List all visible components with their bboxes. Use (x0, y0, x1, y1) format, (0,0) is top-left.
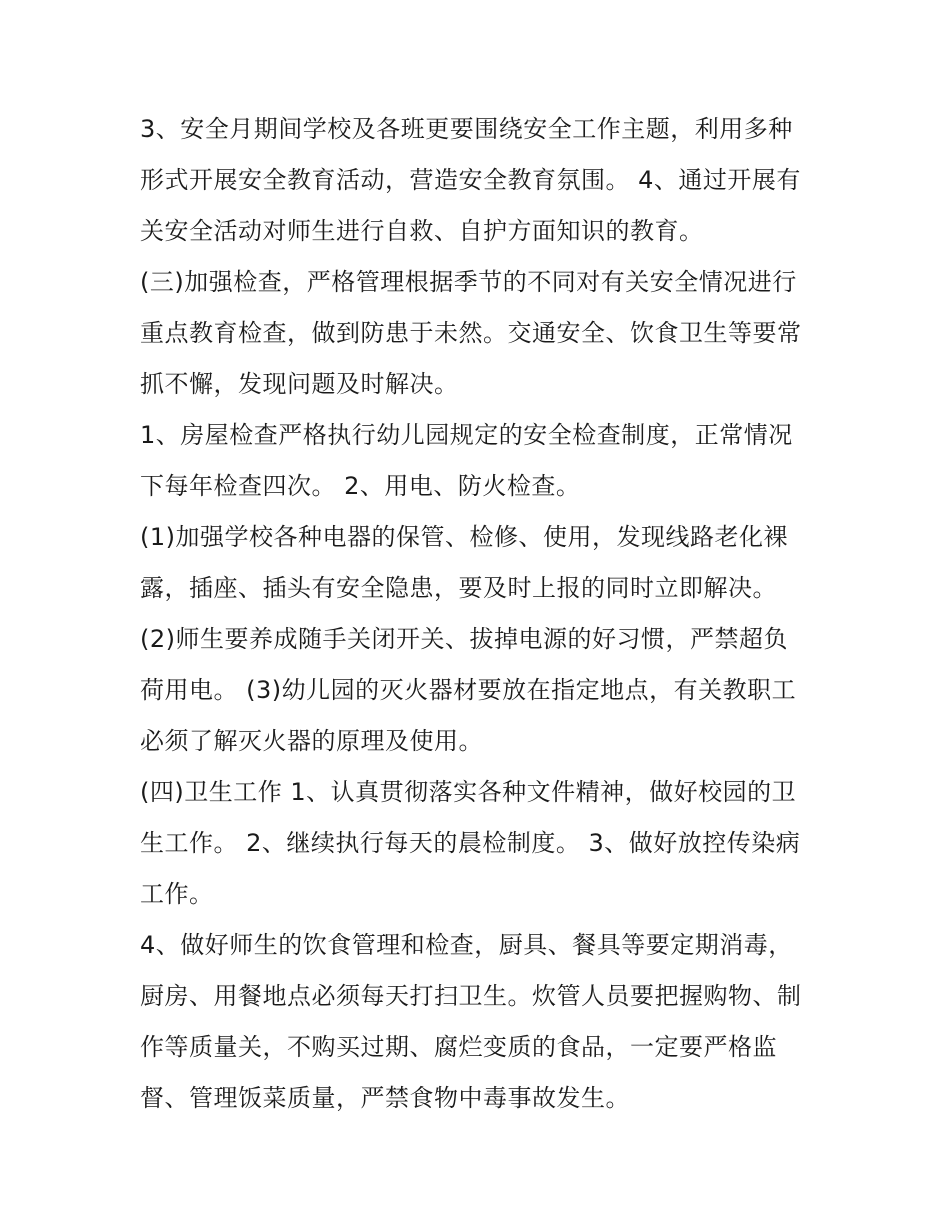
text-line: 4、做好师生的饮食管理和检查，厨具、餐具等要定期消毒， (140, 931, 793, 959)
text-line: 1、房屋检查严格执行幼儿园规定的安全检查制度，正常情况 (140, 421, 793, 449)
text-line: (三)加强检查，严格管理根据季节的不同对有关安全情况进行 (140, 268, 797, 296)
text-line: (2)师生要养成随手关闭开关、拔掉电源的好习惯，严禁超负 (140, 625, 788, 653)
paragraph-food-safety (140, 920, 830, 1124)
text-line: 露，插座、插头有安全隐患，要及时上报的同时立即解决。 (140, 574, 777, 602)
text-line: 生工作。 2、继续执行每天的晨检制度。 3、做好放控传染病 (140, 829, 801, 857)
text-line: 厨房、用餐地点必须每天打扫卫生。炊管人员要把握购物、制 (140, 982, 802, 1010)
text-line: 作等质量关，不购买过期、腐烂变质的食品，一定要严格监 (140, 1033, 777, 1061)
paragraph-building-check (140, 410, 830, 512)
text-line: 关安全活动对师生进行自救、自护方面知识的教育。 (140, 217, 704, 245)
text-line: 荷用电。 (3)幼儿园的灭火器材要放在指定地点，有关教职工 (140, 676, 797, 704)
text-line: 重点教育检查，做到防患于未然。交通安全、饮食卫生等要常 (140, 319, 802, 347)
paragraph-power-habits (140, 614, 830, 767)
text-line: 工作。 (140, 880, 214, 908)
text-line: 督、管理饭菜质量，严禁食物中毒事故发生。 (140, 1084, 630, 1112)
text-line: 3、安全月期间学校及各班更要围绕安全工作主题，利用多种 (140, 115, 793, 143)
text-line: 下每年检查四次。 2、用电、防火检查。 (140, 472, 581, 500)
paragraph-electrical (140, 512, 830, 614)
paragraph-hygiene (140, 767, 830, 920)
text-line: 抓不懈，发现问题及时解决。 (140, 370, 459, 398)
text-line: 必须了解灭火器的原理及使用。 (140, 727, 483, 755)
text-line: 形式开展安全教育活动，营造安全教育氛围。 4、通过开展有 (140, 166, 801, 194)
text-line: (1)加强学校各种电器的保管、检修、使用，发现线路老化裸 (140, 523, 788, 551)
paragraph-safety-month (140, 104, 830, 257)
paragraph-inspection (140, 257, 830, 410)
text-line: (四)卫生工作 1、认真贯彻落实各种文件精神，做好校园的卫 (140, 778, 797, 806)
document-body (140, 104, 830, 1124)
